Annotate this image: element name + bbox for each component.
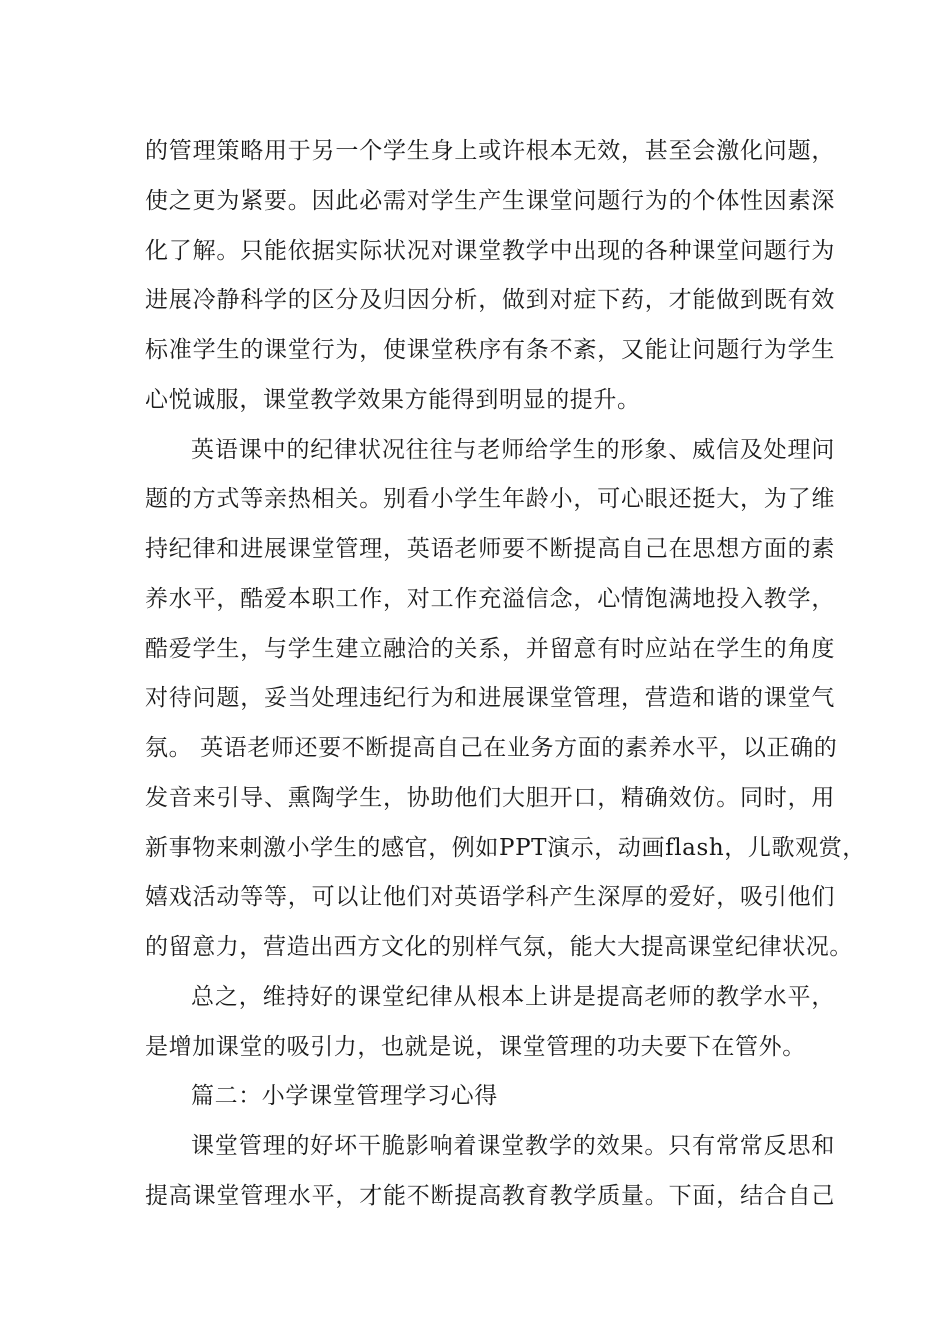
text-line: 标准学生的课堂行为，使课堂秩序有条不紊，又能让问题行为学生 (145, 337, 835, 363)
text-line: 题的方式等亲热相关。别看小学生年龄小，可心眼还挺大，为了维 (145, 486, 835, 513)
text-line: 化了解。只能依据实际状况对课堂教学中出现的各种课堂问题行为 (145, 237, 835, 264)
section-heading: 篇二：小学课堂管理学习心得 (191, 1083, 498, 1110)
text-line: 对待问题，妥当处理违纪行为和进展课堂管理，营造和谐的课堂气 (145, 685, 835, 712)
text-line: 提高课堂管理水平，才能不断提高教育教学质量。下面，结合自己 (145, 1182, 835, 1209)
text-line: 发音来引导、熏陶学生，协助他们大胆开口，精确效仿。同时，用 (145, 784, 835, 811)
text-line: 氛。 英语老师还要不断提高自己在业务方面的素养水平，以正确的 (145, 735, 838, 761)
text-line: 嬉戏活动等等，可以让他们对英语学科产生深厚的爱好，吸引他们 (145, 884, 835, 911)
text-line: 是增加课堂的吸引力，也就是说，课堂管理的功夫要下在管外。 (145, 1033, 806, 1060)
document-body (145, 127, 866, 1222)
paragraph-first-line: 总之，维持好的课堂纪律从根本上讲是提高老师的教学水平， (191, 983, 835, 1010)
text-line: 酷爱学生，与学生建立融洽的关系，并留意有时应站在学生的角度 (145, 635, 835, 662)
text-line: 的管理策略用于另一个学生身上或许根本无效，甚至会激化问题， (145, 138, 835, 164)
paragraph-first-line: 英语课中的纪律状况往往与老师给学生的形象、威信及处理问 (191, 436, 835, 463)
text-line: 新事物来刺激小学生的感官，例如PPT演示，动画flash，儿歌观赏， (145, 834, 866, 861)
paragraph-first-line: 课堂管理的好坏干脆影响着课堂教学的效果。只有常常反思和 (191, 1133, 835, 1159)
text-line: 使之更为紧要。因此必需对学生产生课堂问题行为的个体性因素深 (145, 187, 835, 214)
text-line: 养水平，酷爱本职工作，对工作充溢信念，心情饱满地投入教学， (145, 585, 835, 612)
text-line: 的留意力，营造出西方文化的别样气氛，能大大提高课堂纪律状况。 (145, 934, 853, 960)
text-line: 进展冷静科学的区分及归因分析，做到对症下药，才能做到既有效 (145, 287, 835, 314)
text-line: 心悦诚服，课堂教学效果方能得到明显的提升。 (145, 386, 641, 413)
text-line: 持纪律和进展课堂管理，英语老师要不断提高自己在思想方面的素 (145, 536, 835, 562)
